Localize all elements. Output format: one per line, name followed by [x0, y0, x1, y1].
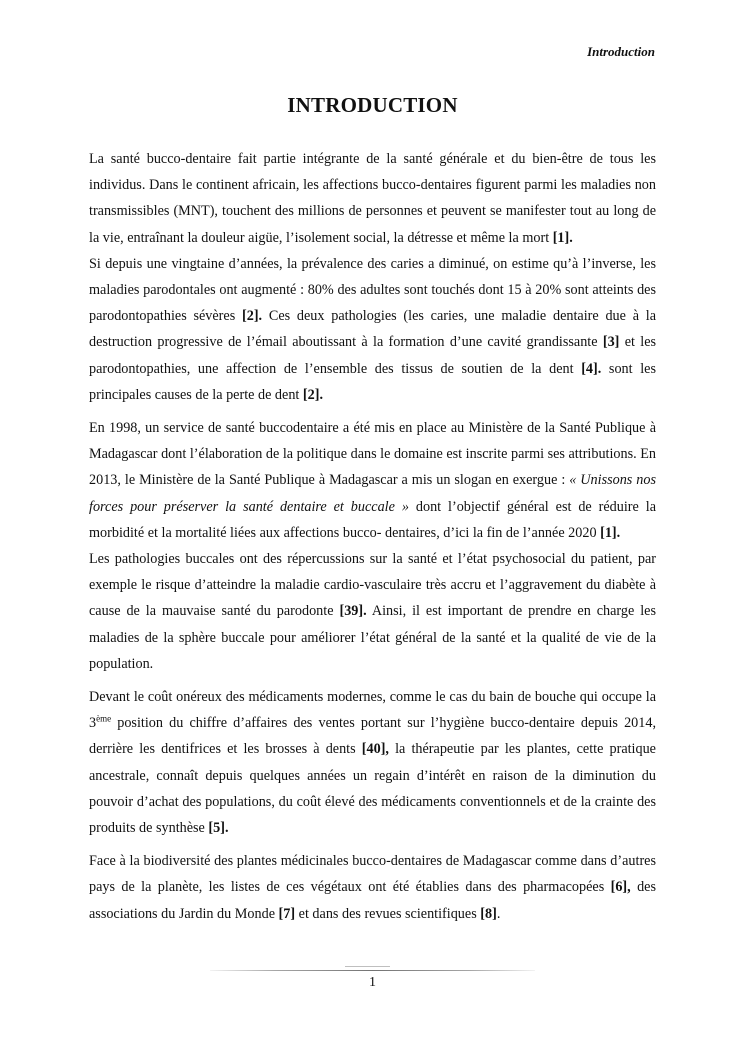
paragraph-text: dont l’objectif général est de réduire la morbidité et la mortalité liées aux affections bucco- dentaires, d’ici la fin de l’année 2020 [89, 498, 656, 541]
paragraph-text: . [496, 905, 501, 922]
paragraph-text: des associations du Jardin du Monde [89, 879, 656, 922]
paragraph-text: position du chiffre d’affaires des ventes portant sur l’hygiène bucco-dentaire depuis 2014, derrière les dentifrices et les brosses à dents [89, 715, 656, 758]
citation: [3] [602, 334, 620, 351]
paragraph-3 [89, 415, 656, 546]
slogan-quote: « Unissons nos forces pour préserver la santé dentaire et buccale » [89, 472, 656, 515]
footer-divider [210, 970, 535, 971]
citation: [7] [278, 905, 296, 922]
citation: [5]. [208, 820, 229, 837]
paragraph-text: Face à la biodiversité des plantes médicinales bucco-dentaires de Madagascar comme dans d’autres pays de la planète, les listes de ces végétaux ont été établies dans des pharmacopées [89, 853, 656, 896]
paragraph-text: la thérapeutie par les plantes, cette pratique ancestrale, connaît depuis quelques années un regain d’intérêt en raison de la diminution du pouvoir d’achat des populations, du coût élevé des médicaments conventionnels et de la crainte des produits de synthèse [89, 741, 656, 837]
citation: [2]. [302, 386, 323, 403]
page-number: 1 [369, 975, 376, 990]
citation: [8] [480, 905, 497, 922]
citation: [1]. [600, 524, 621, 541]
body-text [89, 146, 656, 927]
paragraph-text: et dans des revues scientifiques [295, 905, 481, 922]
paragraph-text: Ces deux pathologies (les caries, une maladie dentaire due à la destruction progressive de l’émail aboutissant à la formation d’une cavité grandissante [89, 308, 656, 351]
paragraph-text: Les pathologies buccales ont des répercussions sur la santé et l’état psychosocial du patient, par exemple le risque d’atteindre la maladie cardio-vasculaire très accru et l’aggravement du diabète à cause de la mauvaise santé du parodonte [89, 551, 656, 620]
page-title: INTRODUCTION [287, 93, 458, 117]
paragraph-text: Ainsi, il est important de prendre en charge les maladies de la sphère buccale pour améliorer l’état général de la santé et la qualité de vie de la population. [89, 603, 657, 672]
paragraph-5 [89, 684, 656, 841]
running-header: Introduction [587, 44, 655, 59]
superscript: ème [96, 713, 112, 724]
paragraph-4 [89, 546, 656, 677]
citation: [2]. [242, 308, 263, 325]
paragraph-6 [89, 848, 656, 927]
citation: [40], [361, 741, 389, 758]
citation: [4]. [581, 360, 602, 377]
paragraph-text: Si depuis une vingtaine d’années, la prévalence des caries a diminué, on estime qu’à l’inverse, les maladies parodontales ont augmenté : 80% des adultes sont touchés dont 15 à 20% sont atteints des parodontopathies sévères [89, 255, 656, 325]
paragraph-text: Devant le coût onéreux des médicaments modernes, comme le cas du bain de bouche qui occupe la 3 [89, 689, 656, 732]
paragraph-1 [89, 146, 656, 251]
footer-divider-short [345, 966, 390, 967]
paragraph-2 [89, 251, 656, 408]
paragraph-text: sont les principales causes de la perte de dent [89, 360, 656, 403]
citation: [1]. [552, 229, 573, 246]
paragraph-text: et les parodontopathies, une affection de l’ensemble des tissus de soutien de la dent [89, 334, 657, 377]
paragraph-text: En 1998, un service de santé buccodentaire a été mis en place au Ministère de la Santé Publique à Madagascar dont l’élaboration de la politique dans le domaine est inscrite parmi ses attributions. En 2013, le Ministère de la Santé Publique à Madagascar a mis un slogan en exergue : [89, 420, 656, 489]
citation: [6], [610, 879, 631, 896]
paragraph-text: La santé bucco-dentaire fait partie intégrante de la santé générale et du bien-être de tous les individus. Dans le continent africain, les affections bucco-dentaires figurent parmi les maladies non transmissibles (MNT), touchent des millions de personnes et peuvent se manifester tout au long de la vie, entraînant la douleur aigüe, l’isolement social, la détresse et même la mort [89, 151, 656, 246]
citation: [39]. [339, 603, 367, 620]
